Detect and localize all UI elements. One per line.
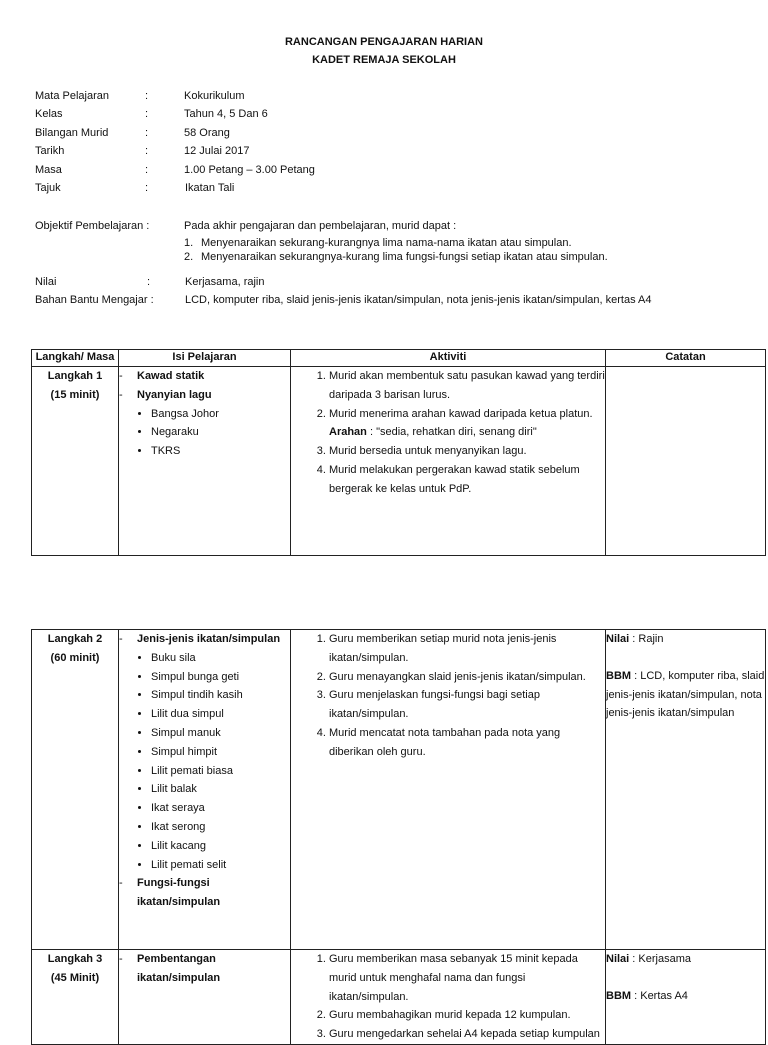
step-cell <box>32 630 119 950</box>
objektif-item: Menyenaraikan sekurangnya-kurang lima fungsi-fungsi setiap ikatan atau simpulan. <box>201 251 608 263</box>
list-item: • Simpul himpit <box>151 743 290 762</box>
list-item: 2. Guru menayangkan slaid jenis-jenis ikatan/simpulan. <box>329 668 605 687</box>
nilai-label: Nilai <box>35 276 57 288</box>
list-item: • Simpul manuk <box>151 724 290 743</box>
arahan-label: Arahan <box>329 426 367 439</box>
isi-item: - Pembentangan ikatan/simpulan <box>119 950 290 988</box>
catatan-cell <box>606 950 766 1045</box>
isi-cell <box>119 630 291 950</box>
list-item: • Ikat serong <box>151 818 290 837</box>
table-row <box>32 630 766 950</box>
info-value: Tahun 4, 5 Dan 6 <box>184 108 268 120</box>
list-item: 3. Murid bersedia untuk menyanyikan lagu. <box>329 442 605 461</box>
table-row <box>32 950 766 1045</box>
isi-cell <box>119 950 291 1045</box>
bbm-note-label: BBM <box>606 989 632 1002</box>
nilai-note-text: : Kerjasama <box>629 953 691 965</box>
isi-item: - Kawad statik <box>119 367 290 386</box>
step-time: (60 minit) <box>50 651 100 664</box>
activity-list <box>291 950 605 1044</box>
isi-item: - Jenis-jenis ikatan/simpulan <box>119 630 290 649</box>
document-title: RANCANGAN PENGAJARAN HARIAN <box>284 36 483 48</box>
arahan-text: : "sedia, rehatkan diri, senang diri" <box>366 426 537 439</box>
info-value: 58 Orang <box>184 127 230 139</box>
table-header-row <box>32 350 766 367</box>
aktiviti-cell <box>291 950 606 1045</box>
nilai-note-text: : Rajin <box>629 633 664 645</box>
info-label: Kelas <box>35 108 63 120</box>
objektif-item: Menyenaraikan sekurang-kurangnya lima nama-nama ikatan atau simpulan. <box>201 237 572 249</box>
list-item: • Lilit pemati biasa <box>151 762 290 781</box>
list-item: 1. Guru memberikan setiap murid nota jenis-jenis ikatan/simpulan. <box>329 630 605 668</box>
col-header-langkah: Langkah/ Masa <box>32 350 119 367</box>
info-colon: : <box>145 145 149 157</box>
info-label: Tarikh <box>35 145 65 157</box>
col-header-isi: Isi Pelajaran <box>119 350 291 367</box>
nilai-note-label: Nilai <box>606 953 630 965</box>
bbm-value: LCD, komputer riba, slaid jenis-jenis ikatan/simpulan, nota jenis-jenis ikatan/simpulan, kertas A4 <box>185 294 652 306</box>
nilai-value: Kerjasama, rajin <box>185 276 265 288</box>
bbm-label: Bahan Bantu Mengajar : <box>35 294 154 306</box>
step-time: (45 Minit) <box>50 971 100 984</box>
objektif-item-number: 1. <box>184 237 194 249</box>
lesson-table-2 <box>31 629 766 1045</box>
table-row <box>32 367 766 556</box>
lesson-table-1 <box>31 349 766 556</box>
list-item: • Bangsa Johor <box>151 405 290 424</box>
list-item: • Lilit balak <box>151 780 290 799</box>
objektif-intro: Pada akhir pengajaran dan pembelajaran, murid dapat : <box>184 220 457 232</box>
col-header-catatan: Catatan <box>606 350 766 367</box>
info-label: Bilangan Murid <box>35 127 109 139</box>
list-item: • Lilit kacang <box>151 837 290 856</box>
list-item: • Lilit pemati selit <box>151 856 290 875</box>
catatan-cell <box>606 630 766 950</box>
bbm-note-label: BBM <box>606 669 632 682</box>
step-label: Langkah 1 <box>47 370 103 382</box>
info-colon: : <box>145 108 149 120</box>
list-item: • TKRS <box>151 442 290 461</box>
activity-list <box>291 367 605 499</box>
objektif-label: Objektif Pembelajaran : <box>35 220 150 232</box>
info-label: Tajuk <box>35 182 61 194</box>
document-subtitle: KADET REMAJA SEKOLAH <box>312 54 456 66</box>
isi-item: - Nyanyian lagu <box>119 386 290 405</box>
step-cell <box>32 950 119 1045</box>
aktiviti-cell <box>291 630 606 950</box>
nilai-note-label: Nilai <box>606 633 630 645</box>
aktiviti-cell <box>291 367 606 556</box>
info-colon: : <box>145 164 149 176</box>
list-item: 1. Guru memberikan masa sebanyak 15 minit kepada murid untuk menghafal nama dan fungsi ikatan/simpulan. <box>329 950 605 1006</box>
list-item <box>329 405 605 443</box>
info-colon: : <box>145 90 149 102</box>
nilai-colon: : <box>147 276 151 288</box>
col-header-aktiviti: Aktiviti <box>291 350 606 367</box>
list-item: 4. Murid mencatat nota tambahan pada nota yang diberikan oleh guru. <box>329 724 605 762</box>
info-value: Kokurikulum <box>184 90 245 102</box>
step-label: Langkah 3 <box>47 953 103 965</box>
song-list <box>119 405 290 461</box>
info-label: Mata Pelajaran <box>35 90 109 102</box>
info-value: Ikatan Tali <box>185 182 235 194</box>
list-item: • Simpul bunga geti <box>151 668 290 687</box>
info-colon: : <box>145 182 149 194</box>
list-item: 2. Guru membahagikan murid kepada 12 kumpulan. <box>329 1006 605 1025</box>
activity-text: Murid menerima arahan kawad daripada ketua platun. <box>329 407 593 420</box>
knot-list <box>119 649 290 875</box>
list-item: • Ikat seraya <box>151 799 290 818</box>
list-item: • Lilit dua simpul <box>151 705 290 724</box>
catatan-cell <box>606 367 766 556</box>
isi-item: - Fungsi-fungsi ikatan/simpulan <box>119 874 290 912</box>
step-label: Langkah 2 <box>47 633 103 645</box>
bbm-note-text: : LCD, komputer riba, slaid jenis-jenis ikatan/simpulan, nota jenis-jenis ikatan/simpulan <box>606 669 765 720</box>
objektif-item-number: 2. <box>184 251 194 263</box>
list-item: • Negaraku <box>151 423 290 442</box>
bbm-note-text: : Kertas A4 <box>631 989 688 1002</box>
info-value: 12 Julai 2017 <box>184 145 250 157</box>
info-colon: : <box>145 127 149 139</box>
list-item: 4. Murid melakukan pergerakan kawad statik sebelum bergerak ke kelas untuk PdP. <box>329 461 605 499</box>
list-item: 3. Guru menjelaskan fungsi-fungsi bagi setiap ikatan/simpulan. <box>329 686 605 724</box>
activity-list <box>291 630 605 762</box>
list-item: • Simpul tindih kasih <box>151 686 290 705</box>
list-item: • Buku sila <box>151 649 290 668</box>
step-time: (15 minit) <box>50 388 100 401</box>
info-label: Masa <box>35 164 62 176</box>
isi-cell <box>119 367 291 556</box>
step-cell <box>32 367 119 556</box>
list-item: 3. Guru mengedarkan sehelai A4 kepada setiap kumpulan <box>329 1025 605 1044</box>
info-value: 1.00 Petang – 3.00 Petang <box>184 164 315 176</box>
list-item: 1. Murid akan membentuk satu pasukan kawad yang terdiri daripada 3 barisan lurus. <box>329 367 605 405</box>
